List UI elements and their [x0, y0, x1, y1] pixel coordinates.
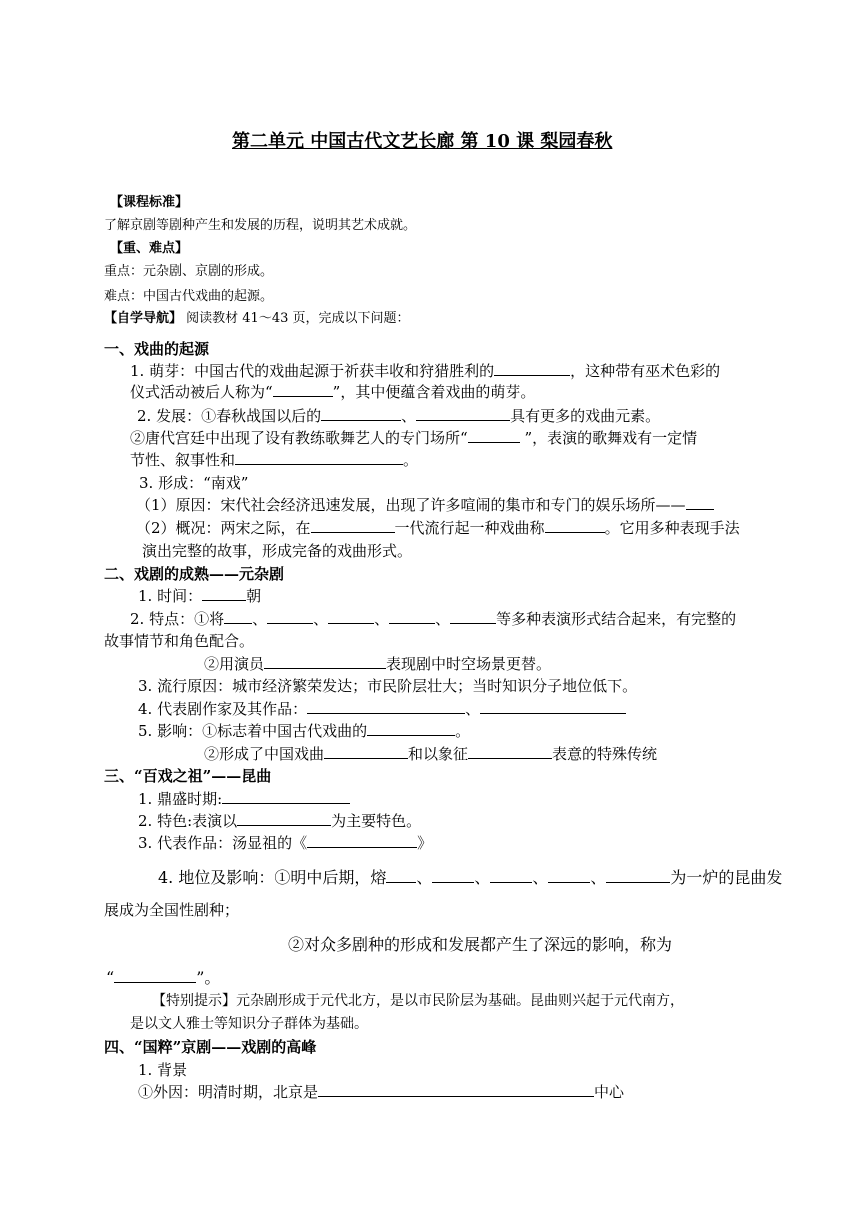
s2-line5: 3. 流行原因：城市经济繁荣发达；市民阶层壮大；当时知识分子地位低下。 — [138, 677, 638, 695]
section3-heading: 三、“百戏之祖”——昆曲 — [104, 767, 272, 785]
kcbz-text: 了解京剧等剧种产生和发展的历程，说明其艺术成就。 — [104, 218, 417, 233]
s2-line6: 4. 代表剧作家及其作品： 、 — [138, 699, 626, 719]
nd-text: 难点：中国古代戏曲的起源。 — [104, 289, 274, 304]
s3-line5: 展成为全国性剧种； — [104, 901, 240, 919]
s1-line3: 2. 发展：①春秋战国以后的 、 具有更多的戏曲元素。 — [137, 407, 661, 425]
s2-line7: 5. 影响：①标志着中国古代戏曲的 。 — [138, 722, 471, 740]
s1-line7: （1）原因：宋代社会经济迅速发展，出现了许多喧闹的集市和专门的娱乐场所—— — [136, 495, 714, 515]
s2-line3: 故事情节和角色配合。 — [104, 632, 255, 650]
s2-line1: 1. 时间： 朝 — [138, 587, 262, 605]
s2-line4: ②用演员 表现剧中时空场景更替。 — [204, 655, 552, 673]
s3-line6: ②对众多剧种的形成和发展都产生了深远的影响，称为 — [288, 935, 673, 954]
s3-line2: 2. 特色:表演以 为主要特色。 — [138, 812, 422, 830]
s1-line2: 仪式活动被后人称为“ ”，其中便蕴含着戏曲的萌芽。 — [130, 383, 536, 401]
section4-heading: 四、“国粹”京剧——戏剧的高峰 — [104, 1038, 317, 1056]
s1-line4: ②唐代宫廷中出现了设有教练歌舞艺人的专门场所“ ”，表演的歌舞戏有一定情 — [130, 429, 698, 447]
section1-heading: 一、戏曲的起源 — [104, 340, 210, 358]
kcbz-label: 【课程标准】 — [110, 195, 189, 210]
s3-line4: 4. 地位及影响：①明中后期，熔 、 、 、 、 为一炉的昆曲发 — [158, 868, 783, 887]
s1-line1: 1. 萌芽：中国古代的戏曲起源于祈获丰收和狩猎胜利的 ，这种带有巫术色彩的 — [130, 362, 721, 380]
s4-line1: 1. 背景 — [138, 1061, 188, 1079]
s1-line8: （2）概况：两宋之际，在 一代流行起一种戏曲称 。它用多种表现手法 — [136, 519, 740, 537]
zxdh-line: 【自学导航】 阅读教材 41～43 页，完成以下问题： — [104, 311, 410, 326]
special-tip-line1: 【特别提示】元杂剧形成于元代北方，是以市民阶层为基础。昆曲则兴起于元代南方， — [152, 993, 684, 1009]
s1-line6: 3. 形成：“南戏” — [139, 474, 249, 492]
section2-heading: 二、戏剧的成熟——元杂剧 — [104, 565, 285, 583]
zd-text: 重点：元杂剧、京剧的形成。 — [104, 264, 274, 279]
s1-line5: 节性、叙事性和 。 — [130, 451, 419, 469]
s1-line9: 演出完整的故事，形成完备的戏曲形式。 — [142, 542, 413, 560]
s2-line8: ②形成了中国戏曲 和以象征 表意的特殊传统 — [204, 745, 658, 763]
special-tip-line2: 是以文人雅士等知识分子群体为基础。 — [130, 1016, 368, 1032]
zndd-label: 【重、难点】 — [110, 241, 189, 256]
s3-line7: “ ”。 — [106, 968, 221, 987]
page-title: 第二单元 中国古代文艺长廊 第 10 课 梨园春秋 — [232, 131, 613, 152]
s2-line2: 2. 特点：①将 、 、 、 、 等多种表演形式结合起来，有完整的 — [130, 610, 737, 628]
s4-line2: ①外因：明清时期，北京是 中心 — [138, 1083, 625, 1101]
s3-line3: 3. 代表作品：汤显祖的《 》 — [138, 834, 433, 852]
s3-line1: 1. 鼎盛时期: — [138, 789, 350, 809]
